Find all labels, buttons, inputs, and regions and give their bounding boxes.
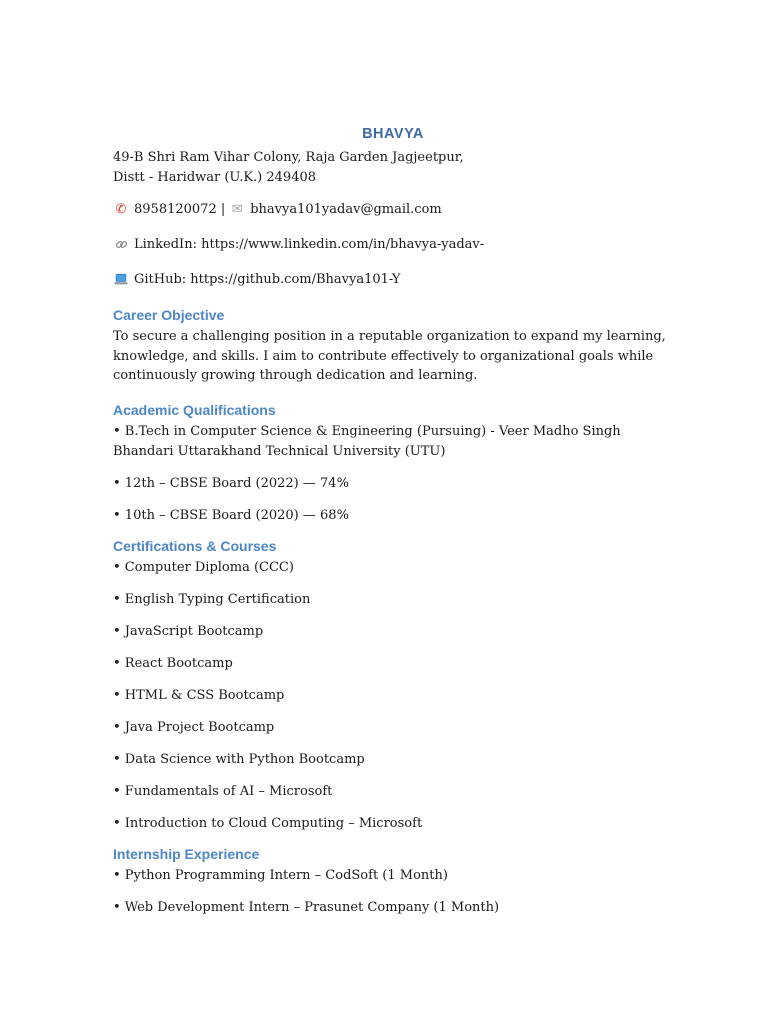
candidate-name: BHAVYA [362,126,424,142]
certifications-title: Certifications & Courses [113,537,277,554]
resume-page [113,124,673,930]
certification-item: • Fundamentals of AI – Microsoft [113,783,333,799]
address-line-1: 49-B Shri Ram Vihar Colony, Raja Garden Jagjeetpur, [113,150,464,165]
career-objective-title: Career Objective [113,307,225,323]
certification-item: • HTML & CSS Bootcamp [113,687,285,703]
phone-email-line [113,200,673,220]
linkedin-link[interactable]: LinkedIn: https://www.linkedin.com/in/bhavya-yadav- [134,237,485,252]
certifications-section [113,536,673,834]
career-objective-text: To secure a challenging position in a reputable organization to expand my learning, knowledge, and skills. I aim to contribute effectively to organizational goals while continuously growing through dedication and learning. [113,329,666,383]
linkedin-line [113,235,673,255]
career-objective-section [113,305,673,386]
certification-item: • React Bootcamp [113,655,233,671]
certification-item: • JavaScript Bootcamp [113,623,264,639]
academic-item: • B.Tech in Computer Science & Engineering (Pursuing) - Veer Madho Singh Bhandari Uttarakhand Technical University (UTU) [113,423,621,459]
internship-title: Internship Experience [113,845,260,862]
internship-item: • Python Programming Intern – CodSoft (1 Month) [113,867,448,883]
academic-item: • 10th – CBSE Board (2020) — 68% [113,507,349,523]
github-link[interactable]: GitHub: https://github.com/Bhavya101-Y [134,272,401,287]
academic-title: Academic Qualifications [113,401,276,418]
phone-number: 8958120072 | [134,202,226,217]
github-line [113,270,673,290]
certification-item: • Java Project Bootcamp [113,719,275,735]
academic-item: • 12th – CBSE Board (2022) — 74% [113,475,349,491]
certification-item: • Data Science with Python Bootcamp [113,751,365,767]
phone-icon: ✆ [115,202,127,217]
link-icon [113,235,129,255]
academic-section [113,400,673,526]
internship-item: • Web Development Intern – Prasunet Company (1 Month) [113,899,500,915]
certification-item: • Computer Diploma (CCC) [113,559,294,575]
envelope-icon: ✉ [231,202,243,217]
laptop-icon [113,270,129,290]
email-link[interactable]: bhavya101yadav@gmail.com [250,202,442,217]
certification-item: • Introduction to Cloud Computing – Microsoft [113,815,423,831]
address-line-2: Distt - Haridwar (U.K.) 249408 [113,170,317,185]
certification-item: • English Typing Certification [113,591,311,607]
internship-section [113,844,673,918]
